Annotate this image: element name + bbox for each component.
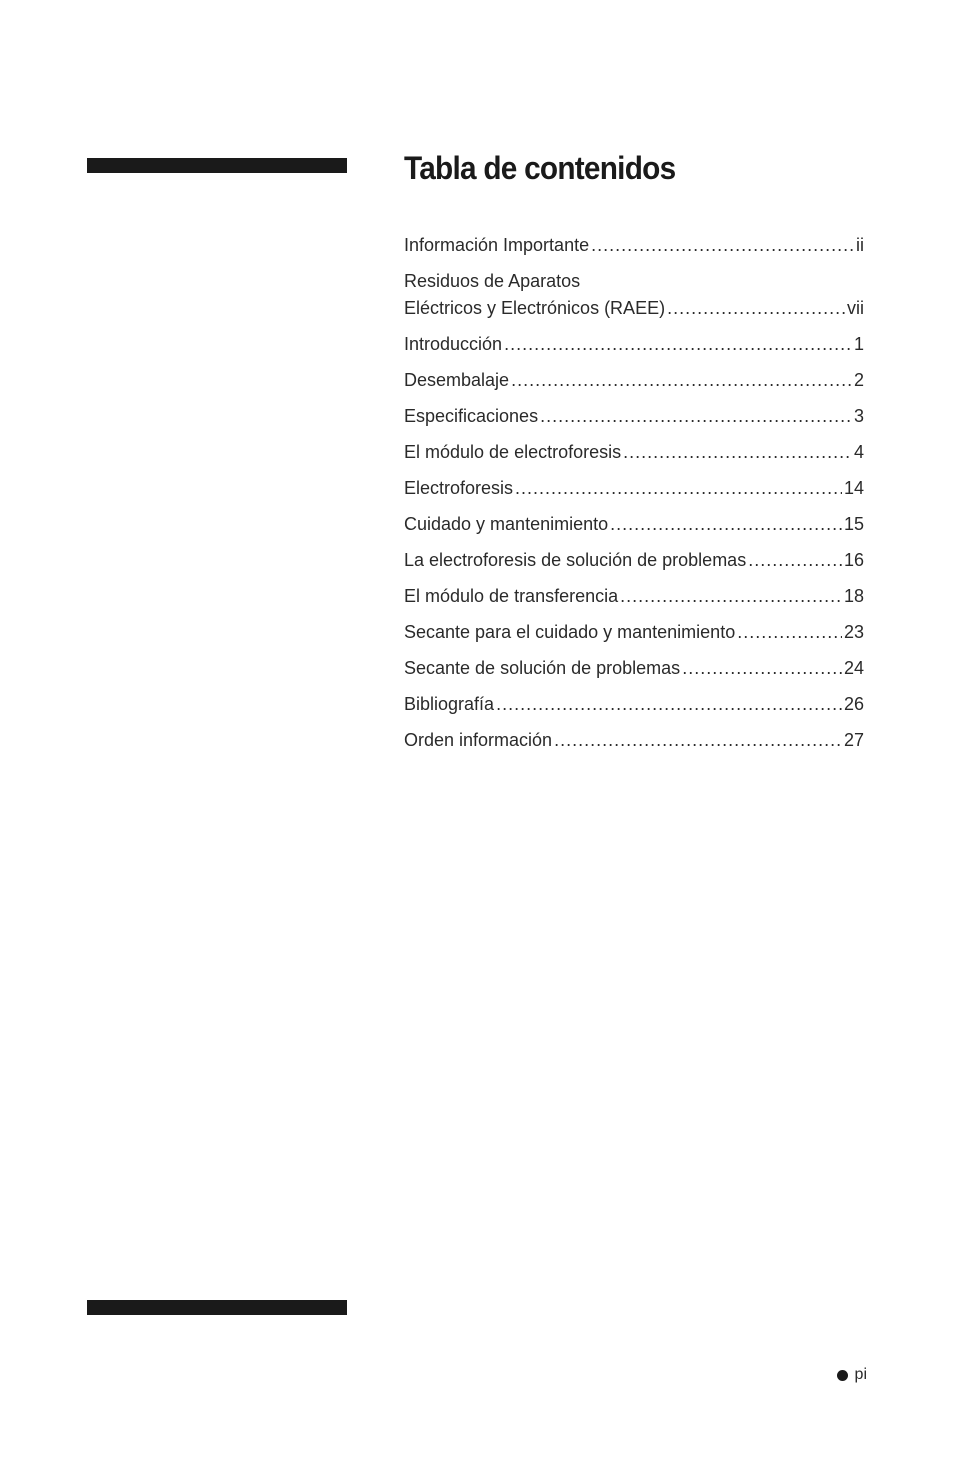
toc-entry[interactable] xyxy=(404,547,864,574)
dot-leader xyxy=(623,439,852,466)
dot-leader xyxy=(496,691,842,718)
toc-entry-title: Información Importante xyxy=(404,235,590,255)
bullet-icon xyxy=(837,1370,848,1381)
toc-line xyxy=(404,367,864,394)
toc-line xyxy=(404,475,864,502)
toc-entry[interactable] xyxy=(404,475,864,502)
toc-line xyxy=(404,268,864,295)
toc-entry-page: ii xyxy=(856,235,864,255)
toc-entry[interactable] xyxy=(404,439,864,466)
toc-entry[interactable] xyxy=(404,403,864,430)
toc-entry[interactable] xyxy=(404,232,864,259)
toc-entry-page: 2 xyxy=(853,370,864,390)
bottom-rule xyxy=(87,1300,347,1315)
dot-leader xyxy=(515,475,842,502)
dot-leader xyxy=(748,547,842,574)
page-number: pi xyxy=(854,1366,867,1383)
dot-leader xyxy=(511,367,852,394)
toc-entry-title: El módulo de electroforesis xyxy=(404,442,622,462)
top-rule xyxy=(87,158,347,173)
toc-entry-title: Secante de solución de problemas xyxy=(404,658,681,678)
toc-entry-title: Orden información xyxy=(404,730,553,750)
toc-entry-page: vii xyxy=(847,298,864,318)
table-of-contents xyxy=(404,232,864,763)
toc-entry-page: 26 xyxy=(843,694,864,714)
toc-entry-title: Eléctricos y Electrónicos (RAEE) xyxy=(404,298,666,318)
page-title: Tabla de contenidos xyxy=(404,150,676,186)
toc-entry[interactable] xyxy=(404,583,864,610)
dot-leader xyxy=(504,331,852,358)
toc-entry[interactable] xyxy=(404,619,864,646)
toc-entry[interactable] xyxy=(404,331,864,358)
toc-entry-page: 15 xyxy=(843,514,864,534)
toc-entry-title: Electroforesis xyxy=(404,478,514,498)
toc-entry[interactable] xyxy=(404,367,864,394)
toc-entry-title: El módulo de transferencia xyxy=(404,586,619,606)
toc-line xyxy=(404,655,864,682)
toc-entry-page: 24 xyxy=(843,658,864,678)
toc-entry-page: 4 xyxy=(853,442,864,462)
toc-entry-title: La electroforesis de solución de problemas xyxy=(404,550,747,570)
toc-line xyxy=(404,547,864,574)
toc-line xyxy=(404,619,864,646)
toc-entry-page: 23 xyxy=(843,622,864,642)
toc-line xyxy=(404,232,864,259)
toc-line xyxy=(404,331,864,358)
toc-entry[interactable] xyxy=(404,691,864,718)
toc-line xyxy=(404,403,864,430)
toc-entry-page: 1 xyxy=(853,334,864,354)
page-footer xyxy=(837,1366,867,1384)
toc-entry-title: Residuos de Aparatos xyxy=(404,271,581,291)
toc-line xyxy=(404,727,864,754)
toc-entry-page: 27 xyxy=(843,730,864,750)
toc-entry-page: 3 xyxy=(853,406,864,426)
dot-leader xyxy=(554,727,842,754)
toc-entry-title: Desembalaje xyxy=(404,370,510,390)
dot-leader xyxy=(591,232,854,259)
dot-leader xyxy=(667,295,845,322)
toc-entry-title: Especificaciones xyxy=(404,406,539,426)
toc-line xyxy=(404,583,864,610)
toc-line xyxy=(404,295,864,322)
toc-entry-page: 14 xyxy=(843,478,864,498)
toc-entry[interactable] xyxy=(404,727,864,754)
toc-line xyxy=(404,439,864,466)
toc-entry-title: Cuidado y mantenimiento xyxy=(404,514,609,534)
toc-entry-title: Introducción xyxy=(404,334,503,354)
toc-entry-title: Bibliografía xyxy=(404,694,495,714)
dot-leader xyxy=(737,619,842,646)
dot-leader xyxy=(610,511,842,538)
toc-entry[interactable] xyxy=(404,268,864,322)
dot-leader xyxy=(620,583,842,610)
toc-entry-page: 18 xyxy=(843,586,864,606)
toc-entry[interactable] xyxy=(404,511,864,538)
toc-line xyxy=(404,511,864,538)
toc-entry-page: 16 xyxy=(843,550,864,570)
toc-line xyxy=(404,691,864,718)
dot-leader xyxy=(540,403,852,430)
toc-entry[interactable] xyxy=(404,655,864,682)
toc-entry-title: Secante para el cuidado y mantenimiento xyxy=(404,622,736,642)
dot-leader xyxy=(682,655,842,682)
